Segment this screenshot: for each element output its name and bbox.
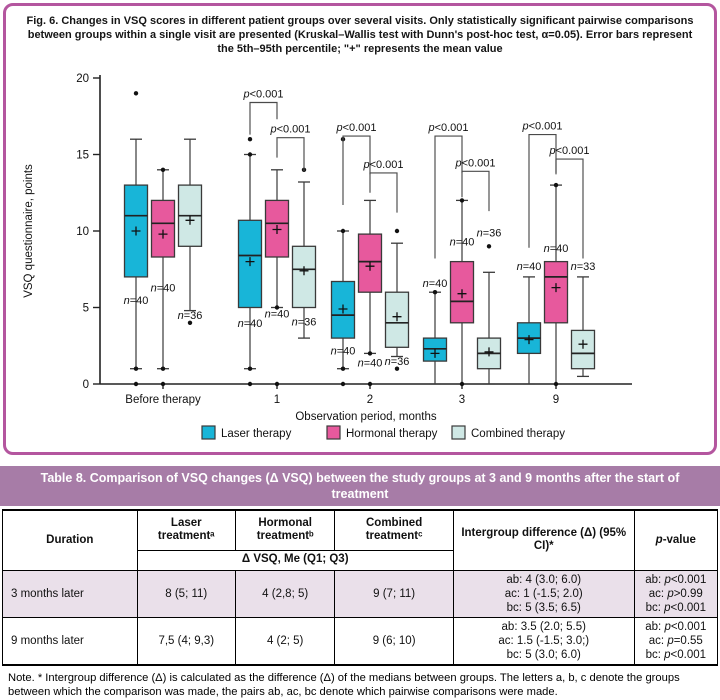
x-tick-label: 2 (366, 394, 374, 406)
y-tick-label: 15 (76, 149, 89, 162)
n-label: n=40 (264, 308, 290, 321)
legend-item (452, 426, 565, 440)
significance-bracket (370, 173, 397, 213)
pvalue-cell: ab: p<0.001 ac: p=0.55 bc: p<0.001 (634, 617, 717, 665)
table-title: Table 8. Comparison of VSQ changes (Δ VSQ) between the study groups at 3 and 9 months after the start of treatment (0, 466, 720, 506)
vsq-comparison-table (2, 509, 718, 666)
table-header (3, 510, 718, 570)
outlier-dot (368, 351, 372, 355)
n-label: n=40 (543, 242, 569, 255)
legend-item (327, 426, 438, 440)
box-1-0 (151, 168, 176, 387)
n-label: n=40 (357, 357, 383, 370)
n-label: n=36 (177, 310, 203, 323)
n-label: n=36 (291, 316, 317, 329)
legend-swatch (452, 426, 465, 439)
p-value-label: p<0.001 (243, 88, 284, 101)
col-difference: Intergroup difference (Δ) (95% CI)* (453, 510, 634, 570)
n-label: n=40 (150, 282, 176, 295)
n-label: n=40 (237, 317, 263, 330)
box-2-0 (178, 139, 203, 325)
significance-bracket (462, 171, 489, 211)
outlier-dot (460, 198, 464, 202)
outlier-dot (395, 229, 399, 233)
x-tick-label: 3 (458, 394, 466, 406)
table-row (3, 617, 718, 665)
outlier-dot (134, 382, 138, 386)
box-2-3 (477, 228, 502, 385)
n-label: n=40 (330, 345, 356, 358)
outlier-dot (248, 137, 252, 141)
combined-cell: 9 (7; 11) (335, 570, 453, 617)
outlier-dot (460, 382, 464, 386)
outlier-dot (248, 382, 252, 386)
hormonal-cell: 4 (2; 5) (235, 617, 334, 665)
box-2-1 (292, 168, 317, 339)
outlier-dot (433, 290, 437, 294)
p-value-label: p<0.001 (428, 122, 469, 135)
outlier-dot (248, 367, 252, 371)
y-tick-label: 20 (76, 73, 89, 85)
outlier-dot (554, 183, 558, 187)
duration-cell: 9 months later (3, 617, 138, 665)
outlier-dot (134, 367, 138, 371)
table-row (3, 570, 718, 617)
laser-cell: 7,5 (4; 9,3) (137, 617, 235, 665)
box-1-3 (450, 198, 475, 386)
col-pvalue: p-value (634, 510, 717, 570)
n-label: n=33 (570, 261, 596, 274)
n-label: n=40 (516, 261, 542, 274)
duration-cell: 3 months later (3, 570, 138, 617)
outlier-dot (275, 382, 279, 386)
table-footnote: Note. * Intergroup difference (Δ) is calculated as the difference (Δ) of the medians between groups. The letters a, b, c denote the groups between which the comparison was made, the pairs ab, ac, bc denote which pairwise comparisons were made. (8, 671, 680, 698)
p-value-label: p<0.001 (270, 123, 311, 136)
box-1-1 (265, 170, 290, 386)
outlier-dot (161, 382, 165, 386)
outlier-dot (161, 168, 165, 172)
col-combined: Combined treatmentᶜ (335, 510, 453, 550)
box-2-4 (571, 261, 596, 376)
p-value-label: p<0.001 (455, 157, 496, 170)
box-1-4 (544, 183, 569, 386)
p-value-label: p<0.001 (549, 145, 590, 158)
p-value-label: p<0.001 (336, 122, 377, 135)
legend-label: Combined therapy (471, 428, 565, 440)
combined-cell: 9 (6; 10) (335, 617, 453, 665)
box-0-1 (238, 137, 263, 386)
x-tick-label: 9 (552, 394, 560, 406)
difference-cell: ab: 4 (3.0; 6.0) ac: 1 (-1.5; 2.0) bc: 5 (3.5; 6.5) (453, 570, 634, 617)
p-value-label: p<0.001 (363, 158, 404, 171)
col-duration: Duration (3, 510, 138, 570)
legend-item (202, 426, 292, 440)
x-tick-label: Before therapy (125, 394, 201, 406)
significance-bracket (277, 138, 304, 172)
figure-panel (3, 3, 717, 455)
outlier-dot (368, 382, 372, 386)
outlier-dot (341, 367, 345, 371)
figure-caption: Fig. 6. Changes in VSQ scores in different patient groups over several visits. Only statistically significant pairwise comparisons between groups within a single visit are presented (Kruskal–Wallis test with Dunn's post-hoc test, α=0.05). Error bars represent the 5th–95th percentile; "+" represents the mean value (26, 15, 694, 55)
box-2-2 (385, 229, 410, 371)
outlier-dot (487, 244, 491, 248)
n-label: n=36 (476, 227, 502, 240)
outlier-dot (554, 382, 558, 386)
outlier-dot (341, 229, 345, 233)
col-laser: Laser treatmentᵃ (137, 510, 235, 550)
outlier-dot (161, 367, 165, 371)
y-tick-label: 0 (82, 379, 89, 391)
x-tick-label: 1 (273, 394, 281, 406)
n-label: n=40 (449, 236, 475, 249)
box-0-4 (517, 261, 542, 384)
vsq-boxplot-chart (6, 60, 714, 452)
n-label: n=40 (422, 278, 448, 290)
box-0-0 (124, 91, 149, 386)
laser-cell: 8 (5; 11) (137, 570, 235, 617)
outlier-dot (134, 91, 138, 95)
col-hormonal: Hormonal treatmentᵇ (235, 510, 334, 550)
outlier-dot (341, 382, 345, 386)
difference-cell: ab: 3.5 (2.0; 5.5) ac: 1.5 (-1.5; 3.0;) bc: 5 (3.0; 6.0) (453, 617, 634, 665)
n-label: n=40 (123, 294, 149, 307)
legend-label: Hormonal therapy (346, 428, 438, 440)
hormonal-cell: 4 (2,8; 5) (235, 570, 334, 617)
table-body (3, 570, 718, 665)
legend-label: Laser therapy (221, 428, 292, 440)
y-tick-label: 10 (76, 226, 89, 238)
box-0-3 (423, 278, 448, 384)
subheader-delta-vsq: Δ VSQ, Me (Q1; Q3) (137, 550, 453, 570)
table-section (0, 466, 720, 700)
y-tick-label: 5 (82, 302, 89, 315)
boxplot-svg (6, 60, 714, 452)
n-label: n=36 (384, 356, 410, 369)
legend-swatch (202, 426, 215, 439)
legend-swatch (327, 426, 340, 439)
p-value-label: p<0.001 (522, 120, 563, 133)
y-axis-label: VSQ questionnaire, points (23, 164, 35, 298)
outlier-dot (248, 152, 252, 156)
pvalue-cell: ab: p<0.001 ac: p>0.99 bc: p<0.001 (634, 570, 717, 617)
box-1-2 (358, 200, 383, 386)
x-axis-label: Observation period, months (295, 411, 437, 423)
